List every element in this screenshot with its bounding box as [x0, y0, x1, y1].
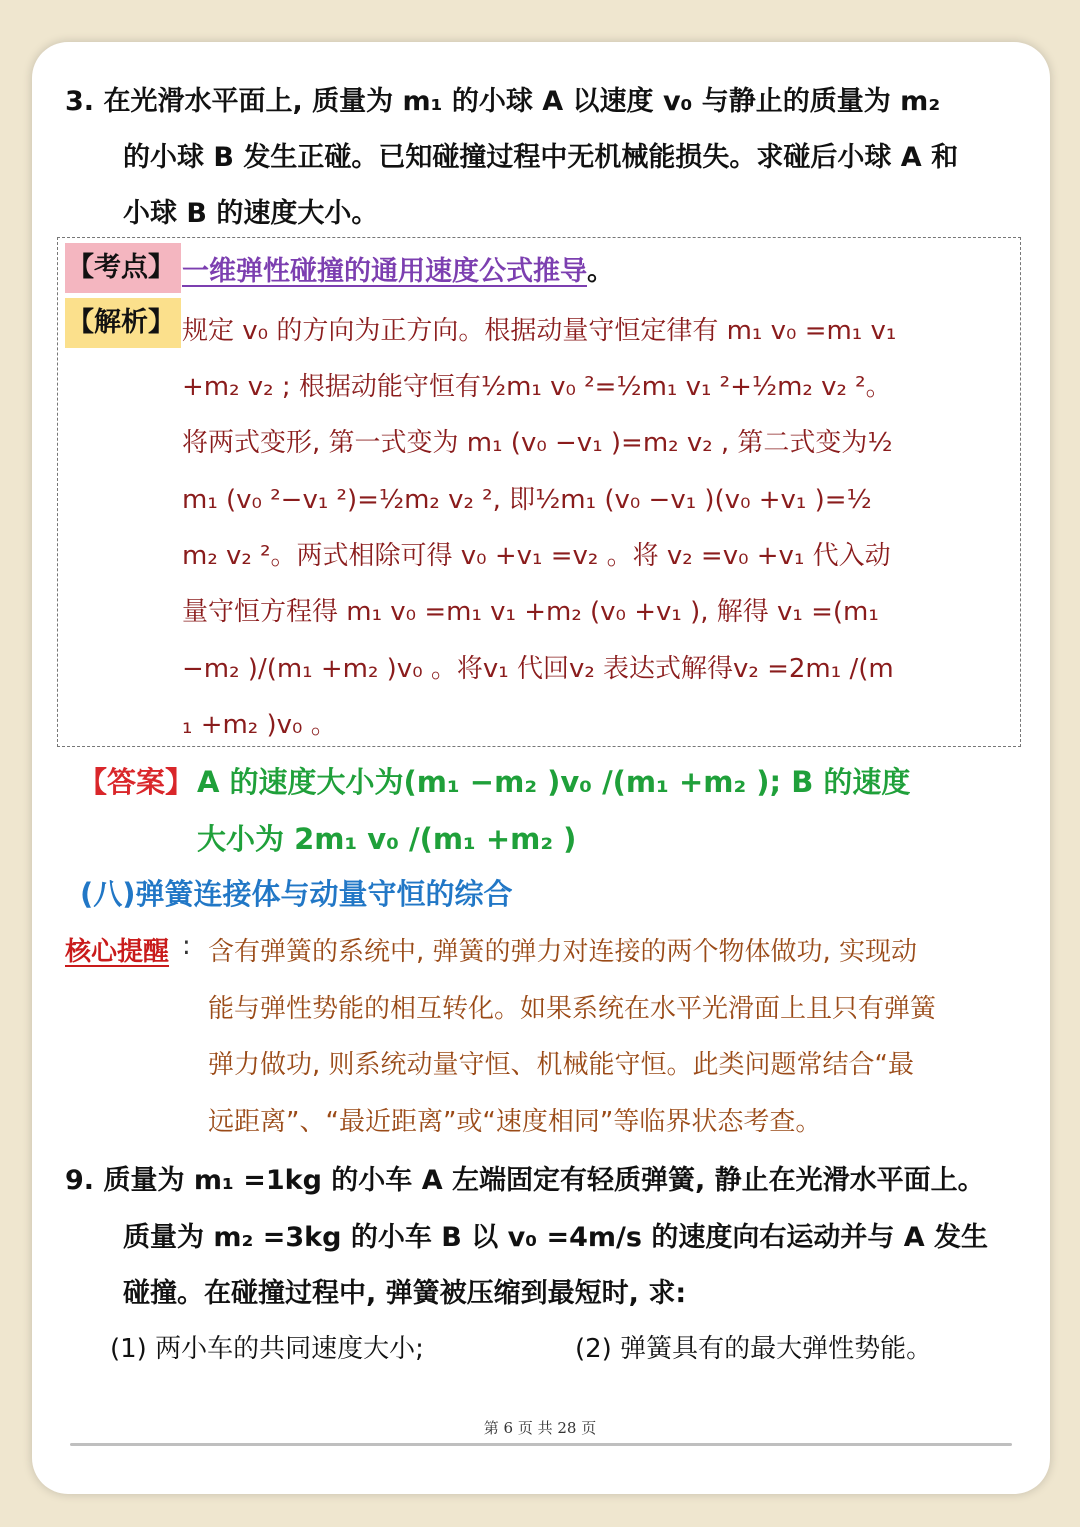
question-9-sub-1: (1) 两小车的共同速度大小; [110, 1334, 424, 1364]
analysis-line-6: 量守恒方程得 m₁ v₀ =m₁ v₁ +m₂ (v₀ +v₁ ), 解得 v₁ =(m₁ [182, 597, 879, 627]
answer-line-1: A 的速度大小为(m₁ −m₂ )v₀ /(m₁ +m₂ ); B 的速度 [197, 765, 911, 799]
question-9-line-3: 碰撞。在碰撞过程中, 弹簧被压缩到最短时, 求: [123, 1278, 687, 1309]
analysis-line-4: m₁ (v₀ ²−v₁ ²)=½m₂ v₂ ², 即½m₁ (v₀ −v₁ )(v₀ +v₁ )=½ [182, 485, 872, 515]
question-3-line-3: 小球 B 的速度大小。 [123, 198, 379, 229]
core-tip-line-1: 含有弹簧的系统中, 弹簧的弹力对连接的两个物体做功, 实现动 [208, 937, 918, 967]
analysis-line-8: ₁ +m₂ )v₀ 。 [182, 710, 337, 740]
core-tip-line-4: 远距离”、“最近距离”或“速度相同”等临界状态考查。 [208, 1107, 822, 1137]
kaodian-tag: 【考点】 [65, 243, 181, 293]
core-tip-tag: 核心提醒 [65, 937, 170, 967]
section-title: (八)弹簧连接体与动量守恒的综合 [80, 877, 513, 911]
question-9-line-1: 9. 质量为 m₁ =1kg 的小车 A 左端固定有轻质弹簧, 静止在光滑水平面上。 [65, 1165, 985, 1196]
jiexi-tag: 【解析】 [65, 298, 181, 348]
question-3-line-1: 3. 在光滑水平面上, 质量为 m₁ 的小球 A 以速度 v₀ 与静止的质量为 m₂ [65, 86, 941, 117]
question-9-line-2: 质量为 m₂ =3kg 的小车 B 以 v₀ =4m/s 的速度向右运动并与 A 发生 [123, 1222, 989, 1253]
kaodian-text: 一维弹性碰撞的通用速度公式推导。 [182, 249, 614, 288]
page-footer: 第 6 页 共 28 页 [483, 1419, 597, 1437]
core-tip-line-3: 弹力做功, 则系统动量守恒、机械能守恒。此类问题常结合“最 [208, 1050, 914, 1080]
core-tip-colon: : [182, 931, 191, 961]
answer-line-2: 大小为 2m₁ v₀ /(m₁ +m₂ ) [197, 822, 577, 856]
question-9-sub-2: (2) 弹簧具有的最大弹性势能。 [575, 1334, 933, 1364]
question-3-line-2: 的小球 B 发生正碰。已知碰撞过程中无机械能损失。求碰后小球 A 和 [123, 142, 959, 173]
analysis-line-7: −m₂ )/(m₁ +m₂ )v₀ 。将v₁ 代回v₂ 表达式解得v₂ =2m₁ /(m [182, 654, 894, 684]
footer-divider [70, 1443, 1012, 1446]
analysis-line-2: +m₂ v₂ ; 根据动能守恒有½m₁ v₀ ²=½m₁ v₁ ²+½m₂ v₂ ²。 [182, 372, 892, 402]
analysis-line-5: m₂ v₂ ²。两式相除可得 v₀ +v₁ =v₂ 。将 v₂ =v₀ +v₁ 代入动 [182, 541, 891, 571]
core-tip-line-2: 能与弹性势能的相互转化。如果系统在水平光滑面上且只有弹簧 [208, 994, 937, 1024]
analysis-line-1: 规定 v₀ 的方向为正方向。根据动量守恒定律有 m₁ v₀ =m₁ v₁ [182, 316, 897, 346]
answer-tag: 【答案】 [78, 765, 195, 799]
analysis-line-3: 将两式变形, 第一式变为 m₁ (v₀ −v₁ )=m₂ v₂ , 第二式变为½ [182, 428, 893, 458]
kaodian-period: 。 [587, 256, 614, 287]
